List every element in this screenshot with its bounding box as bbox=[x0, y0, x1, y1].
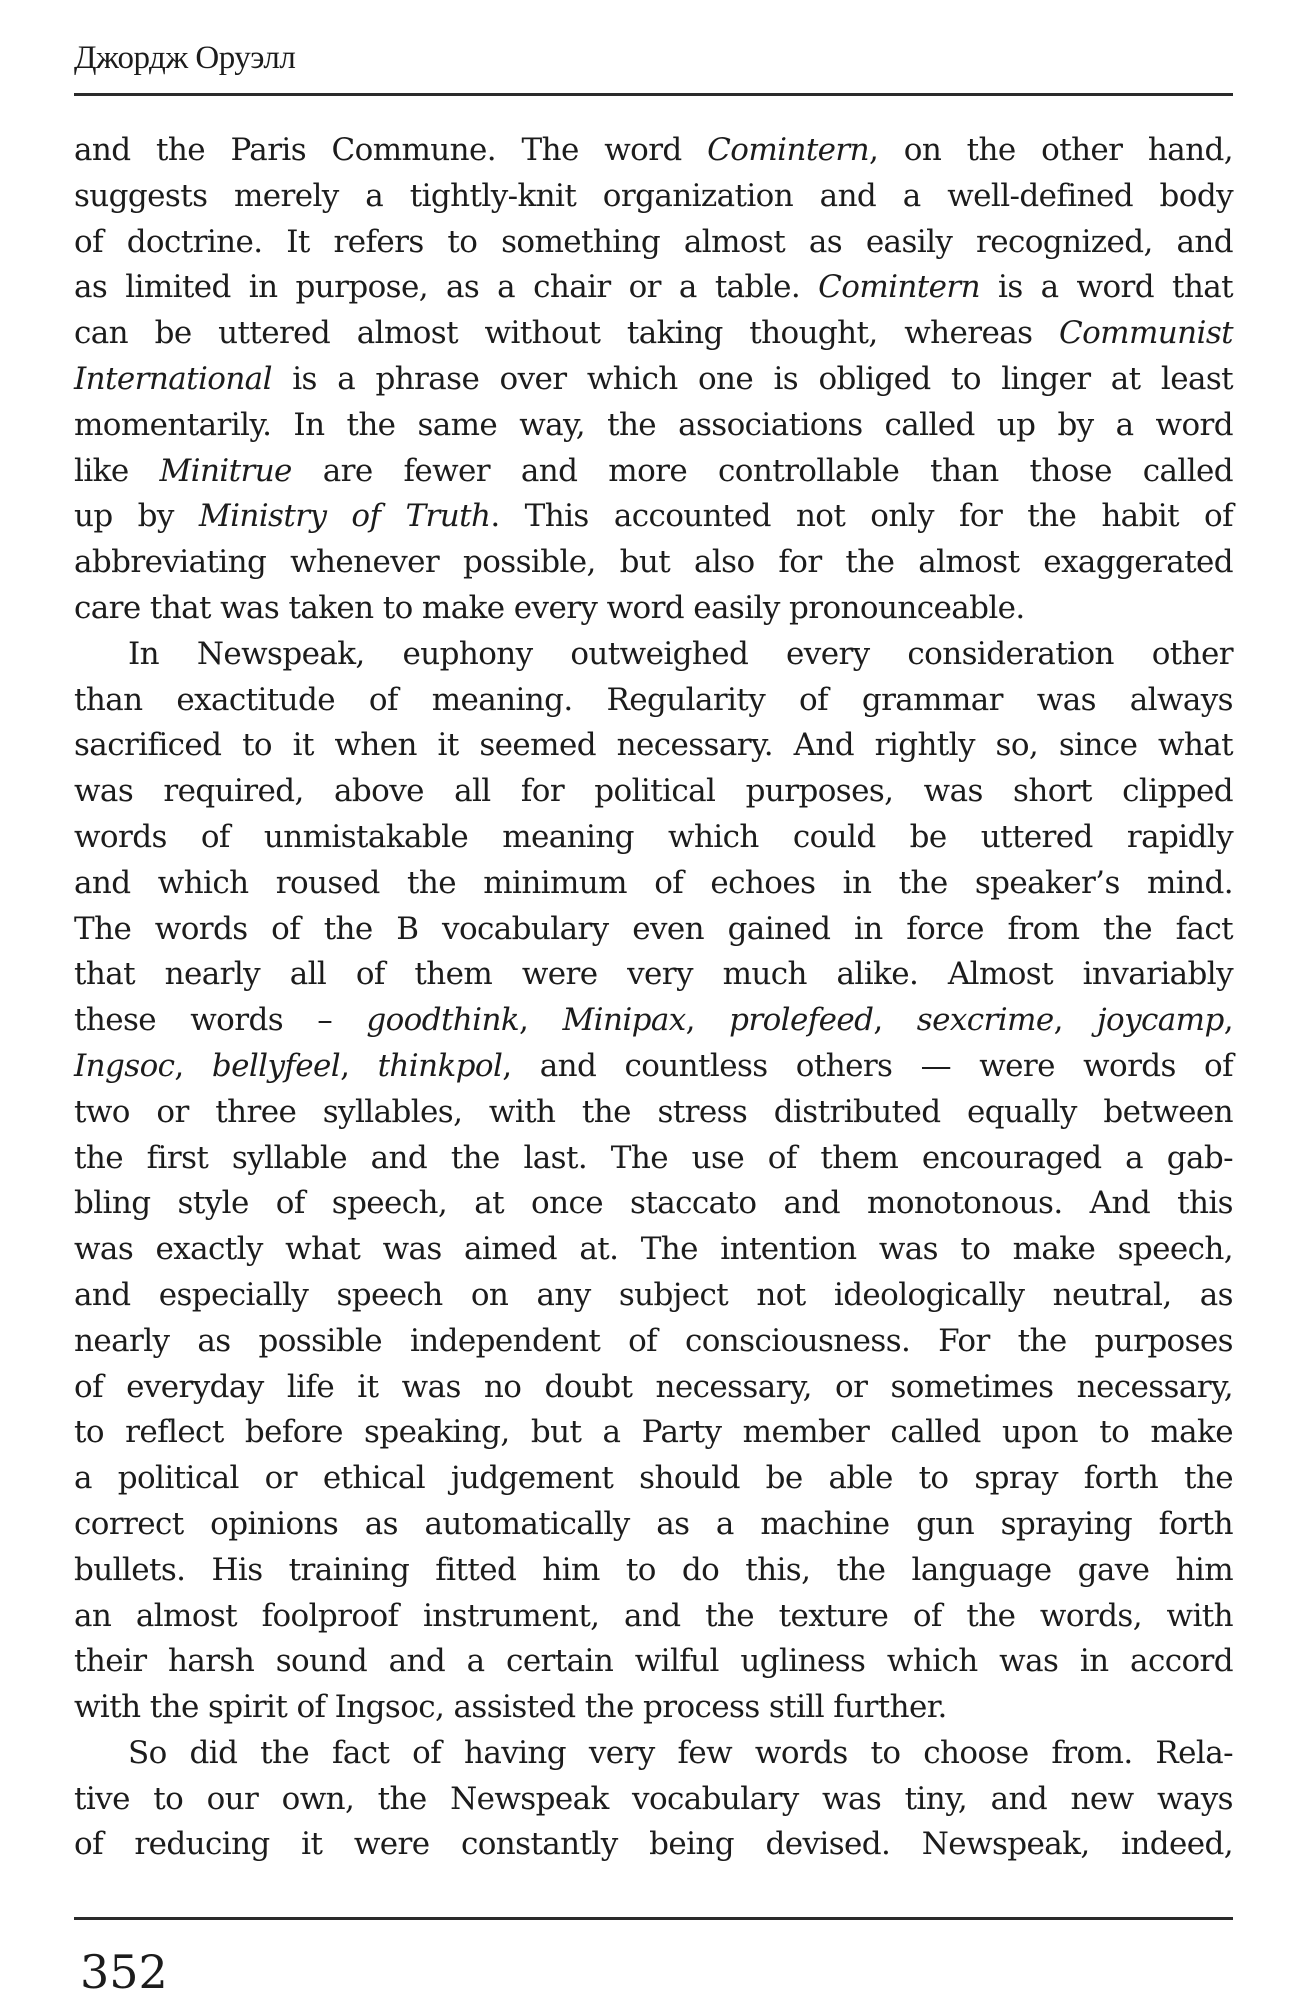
text-run: correct opinions as automatically as a machine gun spraying forth bbox=[74, 1505, 1233, 1542]
italic-term: Ingsoc bbox=[74, 1047, 175, 1084]
text-line bbox=[74, 632, 1233, 678]
text-line bbox=[74, 861, 1233, 907]
text-line bbox=[74, 1822, 1233, 1868]
italic-term: International bbox=[74, 360, 272, 397]
text-run: to reflect before speaking, but a Party member called upon to make bbox=[74, 1414, 1233, 1451]
text-line bbox=[74, 1594, 1233, 1640]
text-line bbox=[74, 1502, 1233, 1548]
text-line bbox=[74, 769, 1233, 815]
text-line bbox=[74, 1273, 1233, 1319]
text-run: can be uttered almost without taking thought, whereas bbox=[74, 315, 1059, 352]
text-line bbox=[74, 540, 1233, 586]
text-run: abbreviating whenever possible, but also for the almost exaggerated bbox=[74, 544, 1233, 581]
text-run: sacrificed to it when it seemed necessary. And rightly so, since what bbox=[74, 727, 1233, 764]
italic-term: Comintern bbox=[818, 269, 980, 306]
text-run: a political or ethical judgement should be able to spray forth the bbox=[74, 1460, 1233, 1497]
text-run: . This accounted not only for the habit of bbox=[490, 498, 1233, 535]
text-line bbox=[74, 723, 1233, 769]
text-run: The words of the B vocabulary even gained in force from the fact bbox=[74, 910, 1233, 947]
text-run: nearly as possible independent of consciousness. For the purposes bbox=[74, 1322, 1233, 1359]
text-line bbox=[74, 1731, 1233, 1777]
text-run: suggests merely a tightly-knit organization and a well-defined body bbox=[74, 177, 1233, 214]
text-run: So did the fact of having very few words to choose from. Rela- bbox=[128, 1734, 1233, 1771]
text-run: their harsh sound and a certain wilful ugliness which was in accord bbox=[74, 1643, 1233, 1680]
text-line bbox=[74, 220, 1233, 266]
text-line bbox=[74, 1639, 1233, 1685]
text-run: than exactitude of meaning. Regularity of grammar was always bbox=[74, 681, 1233, 718]
text-line bbox=[74, 952, 1233, 998]
italic-term: Comintern bbox=[707, 132, 870, 168]
text-run: as limited in purpose, as a chair or a table. bbox=[74, 269, 819, 306]
text-run: was exactly what was aimed at. The intention was to make speech, bbox=[74, 1231, 1233, 1268]
text-line bbox=[74, 1044, 1233, 1090]
text-line bbox=[74, 311, 1233, 357]
italic-term: joycamp bbox=[1097, 1002, 1224, 1039]
text-run: was required, above all for political purposes, was short clipped bbox=[74, 773, 1233, 810]
text-run: is a word that bbox=[980, 269, 1233, 306]
text-run: that nearly all of them were very much alike. Almost invariably bbox=[74, 956, 1233, 993]
text-run: and especially speech on any subject not ideologically neutral, as bbox=[74, 1276, 1233, 1313]
text-run: care that was taken to make every word easily pronounceable. bbox=[74, 589, 1025, 626]
text-run: of everyday life it was no doubt necessary, or sometimes necessary, bbox=[74, 1368, 1233, 1405]
italic-term: Minitrue bbox=[159, 452, 292, 489]
text-run: , bbox=[340, 1047, 378, 1084]
text-line bbox=[74, 265, 1233, 311]
text-run: bling style of speech, at once staccato and monotonous. And this bbox=[74, 1185, 1233, 1222]
text-line bbox=[74, 1319, 1233, 1365]
text-line bbox=[74, 403, 1233, 449]
text-line bbox=[74, 1456, 1233, 1502]
text-line bbox=[74, 1365, 1233, 1411]
header-rule bbox=[74, 93, 1233, 96]
text-line bbox=[74, 1090, 1233, 1136]
italic-term: prolefeed bbox=[729, 1002, 874, 1039]
text-line bbox=[74, 1548, 1233, 1594]
text-run: In Newspeak, euphony outweighed every consideration other bbox=[128, 635, 1233, 672]
text-line bbox=[74, 1410, 1233, 1456]
text-line bbox=[74, 998, 1233, 1044]
text-run: of reducing it were constantly being devised. Newspeak, indeed, bbox=[74, 1826, 1233, 1863]
text-line bbox=[74, 449, 1233, 495]
text-run: is a phrase over which one is obliged to linger at least bbox=[271, 360, 1233, 397]
text-run: , bbox=[873, 1002, 917, 1039]
text-line bbox=[74, 357, 1233, 403]
italic-term: Ministry of Truth bbox=[198, 498, 491, 535]
text-run: with the spirit of Ingsoc, assisted the process still further. bbox=[74, 1689, 947, 1726]
body-text bbox=[74, 128, 1233, 1868]
text-run: , on the other hand, bbox=[869, 132, 1233, 168]
text-run: , bbox=[1223, 1002, 1233, 1039]
text-line bbox=[74, 815, 1233, 861]
text-run: and which roused the minimum of echoes in the speaker’s mind. bbox=[74, 864, 1233, 901]
italic-term: Communist bbox=[1059, 315, 1233, 352]
text-line bbox=[74, 494, 1233, 540]
text-run: the first syllable and the last. The use of them encouraged a gab- bbox=[74, 1139, 1233, 1176]
footer-rule bbox=[74, 1917, 1233, 1920]
text-run: , bbox=[1053, 1002, 1098, 1039]
text-run: , bbox=[519, 1002, 563, 1039]
italic-term: Minipax bbox=[562, 1002, 686, 1039]
text-line bbox=[74, 1181, 1233, 1227]
text-line bbox=[74, 907, 1233, 953]
text-run: bullets. His training fitted him to do this, the language gave him bbox=[74, 1551, 1233, 1588]
text-run: are fewer and more controllable than those called bbox=[291, 452, 1233, 489]
text-run: words of unmistakable meaning which could be uttered rapidly bbox=[74, 818, 1233, 855]
text-line bbox=[74, 174, 1233, 220]
page-number: 352 bbox=[80, 1945, 168, 1999]
italic-term: thinkpol bbox=[377, 1047, 503, 1084]
italic-term: sexcrime bbox=[916, 1002, 1054, 1039]
text-run: and the Paris Commune. The word bbox=[74, 132, 708, 168]
text-run: up by bbox=[74, 498, 199, 535]
text-run: tive to our own, the Newspeak vocabulary was tiny, and new ways bbox=[74, 1780, 1233, 1817]
text-line bbox=[74, 1136, 1233, 1182]
text-run: , and countless others — were words of bbox=[502, 1047, 1233, 1084]
text-run: , bbox=[174, 1047, 212, 1084]
running-head: Джордж Оруэлл bbox=[74, 40, 296, 76]
italic-term: bellyfeel bbox=[211, 1047, 341, 1084]
text-line bbox=[74, 128, 1233, 174]
text-run: , bbox=[685, 1002, 730, 1039]
text-run: these words – bbox=[74, 1002, 367, 1039]
text-run: like bbox=[74, 452, 160, 489]
text-line bbox=[74, 1227, 1233, 1273]
text-run: of doctrine. It refers to something almost as easily recognized, and bbox=[74, 223, 1233, 260]
text-line bbox=[74, 586, 1233, 632]
text-line bbox=[74, 1777, 1233, 1823]
italic-term: goodthink bbox=[366, 1002, 520, 1039]
text-run: an almost foolproof instrument, and the texture of the words, with bbox=[74, 1597, 1233, 1634]
text-run: momentarily. In the same way, the associations called up by a word bbox=[74, 406, 1233, 443]
text-line bbox=[74, 1685, 1233, 1731]
text-line bbox=[74, 678, 1233, 724]
text-run: two or three syllables, with the stress distributed equally between bbox=[74, 1093, 1233, 1130]
